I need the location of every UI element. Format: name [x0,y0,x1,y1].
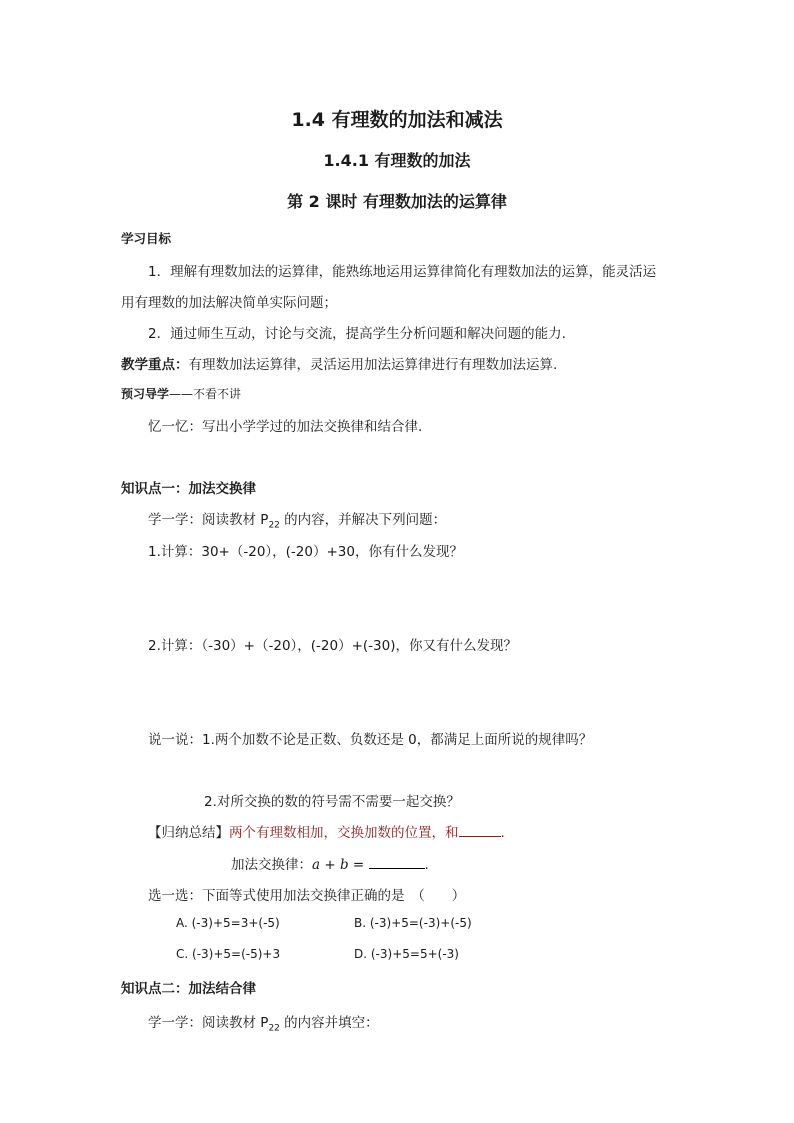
option-a: A. (-3)+5=3+(-5) [176,916,280,930]
preview-label: 预习导学 [121,387,170,401]
recall-prompt: 忆一忆：写出小学学过的加法交换律和结合律. [148,419,423,435]
option-c: C. (-3)+5=(-5)+3 [176,947,281,961]
section-title: 1.4 有理数的加法和减法 [291,109,503,131]
key-point-label: 教学重点： [121,357,189,373]
kp2-heading [121,977,256,997]
kp2-study-pre: 学一学：阅读教材 P [148,1015,269,1031]
commutative-law [231,853,429,873]
kp2-study-sub: 22 [268,1023,280,1034]
lesson-title: 第 2 课时 有理数加法的运算律 [287,192,507,211]
summary-end: . [500,825,505,841]
law-eq: = [348,857,369,873]
law-end: . [424,857,429,873]
kp1-question-1: 1.计算：30+（-20），(-20）+30，你有什么发现？ [148,544,463,560]
kp1-study-pre: 学一学：阅读教材 P [148,512,269,528]
key-point [121,353,557,373]
option-d: D. (-3)+5=5+(-3) [354,947,459,961]
summary-blank[interactable] [459,822,501,837]
kp2-study-post: 的内容并填空： [279,1015,379,1031]
kp1-choose: 选一选：下面等式使用加法交换律正确的是 （ ） [148,888,466,904]
law-a: a [312,857,321,873]
kp1-heading-text: 知识点一：加法交换律 [121,481,256,497]
kp1-heading [121,477,256,497]
key-point-text: 有理数加法运算律，灵活运用加法运算律进行有理数加法运算. [188,357,558,373]
kp2-study [148,1011,379,1034]
law-blank[interactable] [369,854,425,869]
kp1-say-2: 2.对所交换的数的符号需不需要一起交换？ [204,794,460,810]
kp1-summary [148,821,505,841]
kp2-heading-text: 知识点二：加法结合律 [121,981,256,997]
preview-dash: —— [169,387,194,401]
law-label: 加法交换律： [231,857,312,873]
summary-text: 两个有理数相加，交换加数的位置，和 [229,825,459,841]
option-b: B. (-3)+5=(-3)+(-5) [354,916,472,930]
kp1-study-sub: 22 [268,520,280,531]
preview-heading [121,385,241,402]
objective-1-line-2: 用有理数的加法解决简单实际问题； [121,295,337,311]
kp1-study-post: 的内容，并解决下列问题： [279,512,447,528]
law-plus: + [320,857,340,873]
objective-1-line-1: 1．理解有理数加法的运算律，能熟练地运用运算律简化有理数加法的运算，能灵活运 [148,264,657,280]
subsection-title: 1.4.1 有理数的加法 [323,151,471,170]
objectives-heading: 学习目标 [121,231,172,246]
kp1-say-1: 说一说：1.两个加数不论是正数、负数还是 0，都满足上面所说的规律吗？ [148,732,593,748]
kp1-study [148,508,446,531]
preview-note: 不看不讲 [193,387,242,401]
law-b: b [339,857,349,873]
summary-label: 【归纳总结】 [148,825,229,841]
kp1-question-2: 2.计算：（-30）+（-20），(-20）+(-30)，你又有什么发现？ [148,638,518,654]
objective-2: 2．通过师生互动，讨论与交流，提高学生分析问题和解决问题的能力. [148,326,566,342]
